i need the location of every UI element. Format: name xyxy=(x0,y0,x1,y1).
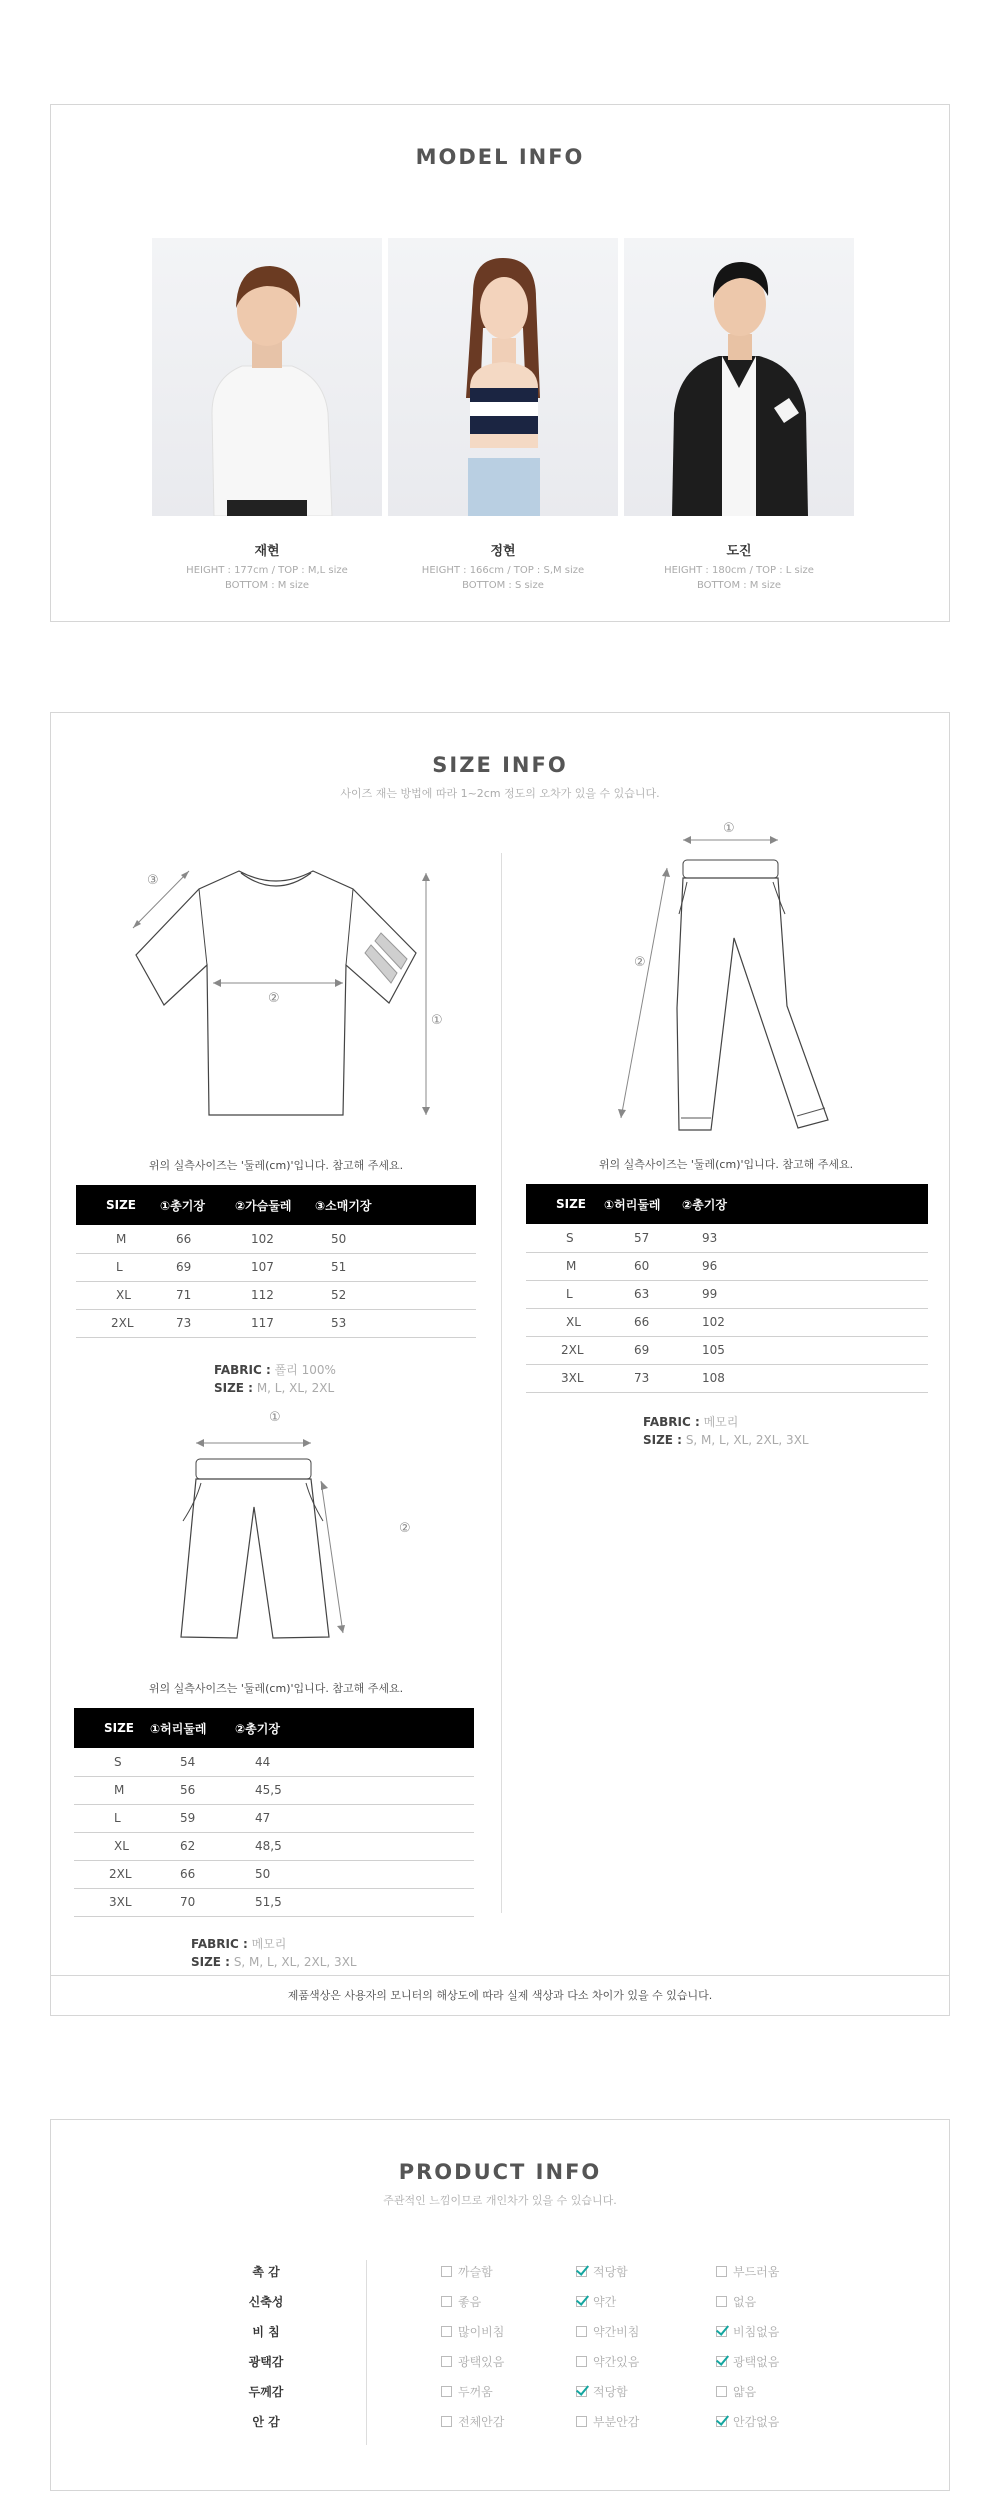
model-info-section xyxy=(50,104,950,622)
cell-size: 2XL xyxy=(76,1309,156,1337)
product-option[interactable] xyxy=(716,2257,779,2287)
product-info-label: 비 침 xyxy=(252,2325,280,2339)
cell-size: M xyxy=(74,1776,150,1804)
fabric-value: 폴리 100% xyxy=(274,1363,336,1377)
model-name-1: 재현 xyxy=(254,544,280,559)
model-bottom-2: BOTTOM : S size xyxy=(462,580,544,591)
product-option-label: 비침없음 xyxy=(733,2325,780,2339)
cell: 54 xyxy=(150,1748,235,1776)
cell: 47 xyxy=(235,1804,474,1832)
checkbox-checked-icon[interactable] xyxy=(716,2416,727,2427)
product-option[interactable] xyxy=(576,2287,616,2317)
size-label: SIZE : xyxy=(643,1433,682,1447)
table-row xyxy=(74,1832,474,1860)
table-row xyxy=(74,1776,474,1804)
cell: 71 xyxy=(156,1281,231,1309)
top-header-size: SIZE xyxy=(76,1185,156,1225)
product-option-label: 광택없음 xyxy=(733,2355,780,2369)
table-row xyxy=(526,1336,928,1364)
product-option[interactable] xyxy=(576,2347,639,2377)
cell: 45,5 xyxy=(235,1776,474,1804)
checkbox-checked-icon[interactable] xyxy=(716,2326,727,2337)
product-info-row xyxy=(51,2377,951,2407)
fabric-label: FABRIC : xyxy=(191,1937,248,1951)
color-disclaimer: 제품색상은 사용자의 모니터의 해상도에 따라 실제 색상과 다소 차이가 있을 수 있습니다. xyxy=(287,1989,713,2002)
cell: 50 xyxy=(235,1860,474,1888)
checkbox-icon[interactable] xyxy=(441,2296,452,2307)
cell-size: 3XL xyxy=(526,1364,604,1392)
model-name-2: 정현 xyxy=(490,544,516,559)
product-info-row xyxy=(51,2257,951,2287)
model-card-1 xyxy=(152,238,382,593)
product-option-label: 많이비침 xyxy=(458,2325,505,2339)
size-info-section xyxy=(50,712,950,2016)
shorts-size-table xyxy=(74,1708,474,1917)
shorts-dim-2-label: ② xyxy=(399,1521,411,1536)
table-row xyxy=(526,1308,928,1336)
model-measure-2: HEIGHT : 166cm / TOP : S,M size xyxy=(421,565,585,576)
top-header-2: ②가슴둘레 xyxy=(231,1185,311,1225)
cell: 105 xyxy=(682,1336,928,1364)
cell-size: L xyxy=(526,1280,604,1308)
cell: 70 xyxy=(150,1888,235,1916)
cell: 73 xyxy=(156,1309,231,1337)
shorts-fabric-info xyxy=(191,1935,357,1971)
cell: 44 xyxy=(235,1748,474,1776)
pants-header-1: ①허리둘레 xyxy=(604,1184,682,1224)
checkbox-icon[interactable] xyxy=(576,2356,587,2367)
cell: 112 xyxy=(231,1281,311,1309)
cell-size: XL xyxy=(526,1308,604,1336)
cell: 117 xyxy=(231,1309,311,1337)
checkbox-icon[interactable] xyxy=(441,2386,452,2397)
product-option-label: 광택있음 xyxy=(458,2355,505,2369)
cell: 62 xyxy=(150,1832,235,1860)
cell: 48,5 xyxy=(235,1832,474,1860)
product-option[interactable] xyxy=(716,2407,779,2437)
product-option[interactable] xyxy=(576,2407,639,2437)
checkbox-icon[interactable] xyxy=(576,2326,587,2337)
shorts-header-2: ②총기장 xyxy=(235,1708,474,1748)
product-option[interactable] xyxy=(716,2287,756,2317)
product-option[interactable] xyxy=(576,2377,628,2407)
checkbox-icon[interactable] xyxy=(576,2416,587,2427)
cell: 59 xyxy=(150,1804,235,1832)
fabric-value: 메모리 xyxy=(703,1415,739,1429)
model-name-3: 도진 xyxy=(726,544,752,559)
checkbox-icon[interactable] xyxy=(716,2386,727,2397)
cell-size: 2XL xyxy=(74,1860,150,1888)
table-row xyxy=(526,1252,928,1280)
product-info-section xyxy=(50,2119,950,2491)
cell: 66 xyxy=(156,1225,231,1253)
model-figure-icon xyxy=(624,238,854,516)
product-info-label: 안 감 xyxy=(252,2415,280,2429)
model-bottom-3: BOTTOM : M size xyxy=(696,580,782,591)
checkbox-icon[interactable] xyxy=(441,2416,452,2427)
cell: 53 xyxy=(311,1309,476,1337)
cell-size: 3XL xyxy=(74,1888,150,1916)
pants-header-size: SIZE xyxy=(526,1184,604,1224)
model-photo-3 xyxy=(624,238,854,516)
fabric-value: 메모리 xyxy=(251,1937,287,1951)
product-info-label: 두께감 xyxy=(248,2385,284,2399)
checkbox-icon[interactable] xyxy=(716,2266,727,2277)
cell: 96 xyxy=(682,1252,928,1280)
product-option-label: 약간 xyxy=(593,2295,617,2309)
product-info-row xyxy=(51,2347,951,2377)
top-dim-2-label: ② xyxy=(268,991,280,1006)
product-option[interactable] xyxy=(716,2317,779,2347)
product-info-title: PRODUCT INFO xyxy=(398,2160,602,2184)
checkbox-icon[interactable] xyxy=(441,2356,452,2367)
table-row xyxy=(526,1224,928,1252)
product-option-label: 적당함 xyxy=(593,2265,628,2279)
table-row xyxy=(76,1309,476,1337)
fabric-label: FABRIC : xyxy=(643,1415,700,1429)
cell: 69 xyxy=(156,1253,231,1281)
cell-size: M xyxy=(526,1252,604,1280)
product-option-label: 부분안감 xyxy=(593,2415,640,2429)
checkbox-checked-icon[interactable] xyxy=(576,2266,587,2277)
pants-note: 위의 실측사이즈는 '둘레(cm)'입니다. 참고해 주세요. xyxy=(598,1158,854,1171)
size-value: M, L, XL, 2XL xyxy=(256,1381,335,1395)
top-dim-3-label: ③ xyxy=(147,873,159,888)
model-measure-1: HEIGHT : 177cm / TOP : M,L size xyxy=(186,565,348,576)
table-row xyxy=(76,1225,476,1253)
product-option-label: 약간있음 xyxy=(593,2355,640,2369)
product-option-label: 전체안감 xyxy=(458,2415,505,2429)
cell-size: M xyxy=(76,1225,156,1253)
table-row xyxy=(526,1280,928,1308)
cell-size: S xyxy=(74,1748,150,1776)
top-fabric-info xyxy=(214,1361,336,1397)
table-row xyxy=(74,1804,474,1832)
checkbox-icon[interactable] xyxy=(716,2296,727,2307)
model-photo-2 xyxy=(388,238,618,516)
product-option-label: 까슬함 xyxy=(458,2265,493,2279)
product-option-label: 두꺼움 xyxy=(458,2385,493,2399)
checkbox-icon[interactable] xyxy=(441,2266,452,2277)
product-option-label: 안감없음 xyxy=(733,2415,780,2429)
table-row xyxy=(74,1748,474,1776)
pants-diagram xyxy=(601,818,891,1138)
product-info-label: 촉 감 xyxy=(252,2265,280,2279)
model-bottom-1: BOTTOM : M size xyxy=(224,580,310,591)
top-size-table xyxy=(76,1185,476,1338)
product-option-label: 좋음 xyxy=(458,2295,482,2309)
checkbox-checked-icon[interactable] xyxy=(576,2386,587,2397)
product-option-label: 약간비침 xyxy=(593,2325,640,2339)
cell: 51 xyxy=(311,1253,476,1281)
product-option[interactable] xyxy=(441,2317,504,2347)
top-note: 위의 실측사이즈는 '둘레(cm)'입니다. 참고해 주세요. xyxy=(148,1159,404,1172)
table-row xyxy=(76,1281,476,1309)
cell: 66 xyxy=(150,1860,235,1888)
cell: 63 xyxy=(604,1280,682,1308)
size-info-title: SIZE INFO xyxy=(432,753,568,777)
model-photo-1 xyxy=(152,238,382,516)
pants-dim-2-label: ② xyxy=(634,955,646,970)
fabric-label: FABRIC : xyxy=(214,1363,271,1377)
shorts-header-1: ①허리둘레 xyxy=(150,1708,235,1748)
product-info-subtitle: 주관적인 느낌이므로 개인차가 있을 수 있습니다. xyxy=(383,2194,617,2207)
model-measure-3: HEIGHT : 180cm / TOP : L size xyxy=(664,565,814,576)
cell: 108 xyxy=(682,1364,928,1392)
product-option-label: 부드러움 xyxy=(733,2265,780,2279)
pants-fabric-info xyxy=(643,1413,809,1449)
table-row xyxy=(74,1860,474,1888)
product-option[interactable] xyxy=(716,2377,756,2407)
checkbox-checked-icon[interactable] xyxy=(716,2356,727,2367)
product-info-row xyxy=(51,2317,951,2347)
product-option[interactable] xyxy=(441,2287,481,2317)
product-info-label: 신축성 xyxy=(248,2295,284,2309)
shorts-dim-1-label: ① xyxy=(269,1410,281,1425)
pants-size-table xyxy=(526,1184,928,1393)
cell-size: S xyxy=(526,1224,604,1252)
top-dim-1-label: ① xyxy=(431,1013,443,1028)
size-label: SIZE : xyxy=(191,1955,230,1969)
model-card-3 xyxy=(624,238,854,593)
cell: 52 xyxy=(311,1281,476,1309)
product-option-label: 없음 xyxy=(733,2295,757,2309)
table-row xyxy=(526,1364,928,1392)
product-option[interactable] xyxy=(576,2257,628,2287)
cell: 93 xyxy=(682,1224,928,1252)
shorts-header-size: SIZE xyxy=(74,1708,150,1748)
size-footer xyxy=(51,1975,949,2017)
cell-size: XL xyxy=(74,1832,150,1860)
column-divider xyxy=(501,853,502,1913)
cell: 69 xyxy=(604,1336,682,1364)
model-figure-icon xyxy=(152,238,382,516)
cell-size: L xyxy=(74,1804,150,1832)
size-info-subtitle: 사이즈 재는 방법에 따라 1~2cm 정도의 오차가 있을 수 있습니다. xyxy=(340,787,660,800)
product-option-label: 적당함 xyxy=(593,2385,628,2399)
top-header-1: ①총기장 xyxy=(156,1185,231,1225)
product-info-row xyxy=(51,2287,951,2317)
cell: 60 xyxy=(604,1252,682,1280)
model-figure-icon xyxy=(388,238,618,516)
product-option[interactable] xyxy=(441,2377,493,2407)
table-row xyxy=(76,1253,476,1281)
product-info-row xyxy=(51,2407,951,2437)
table-row xyxy=(74,1888,474,1916)
size-value: S, M, L, XL, 2XL, 3XL xyxy=(685,1433,809,1447)
cell-size: L xyxy=(76,1253,156,1281)
product-option-label: 얇음 xyxy=(733,2385,757,2399)
cell: 102 xyxy=(682,1308,928,1336)
pants-dim-1-label: ① xyxy=(723,821,735,836)
cell: 107 xyxy=(231,1253,311,1281)
cell: 66 xyxy=(604,1308,682,1336)
product-option[interactable] xyxy=(576,2317,639,2347)
top-diagram xyxy=(121,833,461,1133)
cell: 50 xyxy=(311,1225,476,1253)
checkbox-checked-icon[interactable] xyxy=(576,2296,587,2307)
cell: 51,5 xyxy=(235,1888,474,1916)
cell: 56 xyxy=(150,1776,235,1804)
product-option[interactable] xyxy=(441,2257,493,2287)
top-header-3: ③소매기장 xyxy=(311,1185,476,1225)
product-option[interactable] xyxy=(716,2347,779,2377)
model-card-2 xyxy=(388,238,618,593)
cell-size: 2XL xyxy=(526,1336,604,1364)
cell-size: XL xyxy=(76,1281,156,1309)
cell: 102 xyxy=(231,1225,311,1253)
product-option[interactable] xyxy=(441,2347,504,2377)
checkbox-icon[interactable] xyxy=(441,2326,452,2337)
product-info-label: 광택감 xyxy=(248,2355,284,2369)
pants-header-2: ②총기장 xyxy=(682,1184,928,1224)
shorts-diagram xyxy=(151,1421,381,1661)
cell: 99 xyxy=(682,1280,928,1308)
product-option[interactable] xyxy=(441,2407,504,2437)
cell: 57 xyxy=(604,1224,682,1252)
model-info-title: MODEL INFO xyxy=(415,145,585,169)
size-label: SIZE : xyxy=(214,1381,253,1395)
size-value: S, M, L, XL, 2XL, 3XL xyxy=(233,1955,357,1969)
cell: 73 xyxy=(604,1364,682,1392)
shorts-note: 위의 실측사이즈는 '둘레(cm)'입니다. 참고해 주세요. xyxy=(148,1682,404,1695)
